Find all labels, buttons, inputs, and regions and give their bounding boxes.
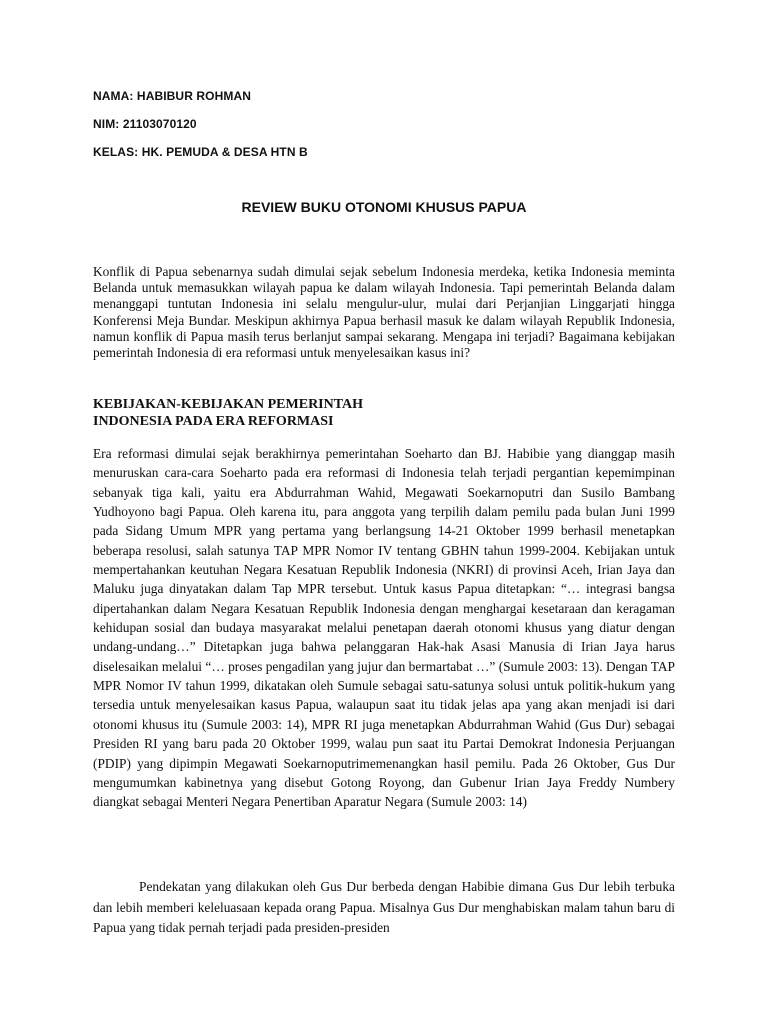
student-class: KELAS: HK. PEMUDA & DESA HTN B (93, 145, 308, 159)
student-name: NAMA: HABIBUR ROHMAN (93, 89, 251, 103)
document-title: REVIEW BUKU OTONOMI KHUSUS PAPUA (241, 199, 527, 215)
gusdur-paragraph: Pendekatan yang dilakukan oleh Gus Dur berbeda dengan Habibie dimana Gus Dur lebih terbuka dan lebih memberi keleluasaan kepada orang Papua. Misalnya Gus Dur menghabiskan malam tahun baru di Papua yang tidak pernah terjadi pada presiden-presiden (93, 879, 675, 935)
section-heading-line-2: INDONESIA PADA ERA REFORMASI (93, 414, 334, 429)
student-nim: NIM: 21103070120 (93, 117, 197, 131)
intro-paragraph: Konflik di Papua sebenarnya sudah dimulai sejak sebelum Indonesia merdeka, ketika Indonesia meminta Belanda untuk memasukkan wilayah papua ke dalam wilayah Indonesia. Tapi pemerintah Belanda dalam menanggapi tuntutan Indonesia ini selalu mengulur-ulur, mulai dari Perjanjian Linggarjati hingga Konferensi Meja Bundar. Meskipun akhirnya Papua berhasil masuk ke dalam wilayah Republik Indonesia, namun konflik di Papua masih terus berlanjut sampai sekarang. Mengapa ini terjadi? Bagaimana kebijakan pemerintah Indonesia di era reformasi untuk menyelesaikan kasus ini? (93, 264, 675, 361)
reformasi-paragraph: Era reformasi dimulai sejak berakhirnya pemerintahan Soeharto dan BJ. Habibie yang dianggap masih menuruskan cara-cara Soeharto pada era reformasi di Indonesia telah terjadi pergantian kepemimpinan sebanyak tiga kali, yaitu era Abdurrahman Wahid, Megawati Soekarnoputri dan Susilo Bambang Yudhoyono bagi Papua. Oleh karena itu, para anggota yang terpilih dalam pemilu pada bulan Juni 1999 pada Sidang Umum MPR yang pertama yang berlangsung 14-21 Oktober 1999 berhasil menetapkan beberapa resolusi, salah satunya TAP MPR Nomor IV tentang GBHN tahun 1999-2004. Kebijakan untuk mempertahankan keutuhan Negara Kesatuan Republik Indonesia (NKRI) di provinsi Aceh, Irian Jaya dan Maluku juga dinyatakan dalam Tap MPR tersebut. Untuk kasus Papua ditetapkan: “… integrasi bangsa dipertahankan dalam Negara Kesatuan Republik Indonesia dengan menghargai kesetaraan dan keragaman kehidupan sosial dan budaya masyarakat melalui penetapan daerah otonomi khusus yang diatur dengan undang-undang…” Ditetapkan juga bahwa pelanggaran Hak-hak Asasi Manusia di Irian Jaya harus diselesaikan melalui “… proses pengadilan yang jujur dan bermartabat …” (Sumule 2003: 13). Dengan TAP MPR Nomor IV tahun 1999, dikatakan oleh Sumule sebagai satu-satunya solusi untuk politik-hukum yang tersedia untuk menyelesaikan kasus Papua, walaupun saat itu tidak jelas apa yang akan menjadi isi dari otonomi khusus itu (Sumule 2003: 14), MPR RI juga menetapkan Abdurrahman Wahid (Gus Dur) sebagai Presiden RI yang baru pada 20 Oktober 1999, walau pun saat itu Partai Demokrat Indonesia Perjuangan (PDIP) yang dipimpin Megawati Soekarnoputrimemenangkan hasil pemilu. Pada 26 Oktober, Gus Dur mengumumkan kabinetnya yang disebut Gotong Royong, dan Gubenur Irian Jaya Freddy Numbery diangkat sebagai Menteri Negara Penertiban Aparatur Negara (Sumule 2003: 14) (93, 446, 675, 810)
section-heading (93, 396, 675, 430)
section-heading-line-1: KEBIJAKAN-KEBIJAKAN PEMERINTAH (93, 397, 364, 412)
